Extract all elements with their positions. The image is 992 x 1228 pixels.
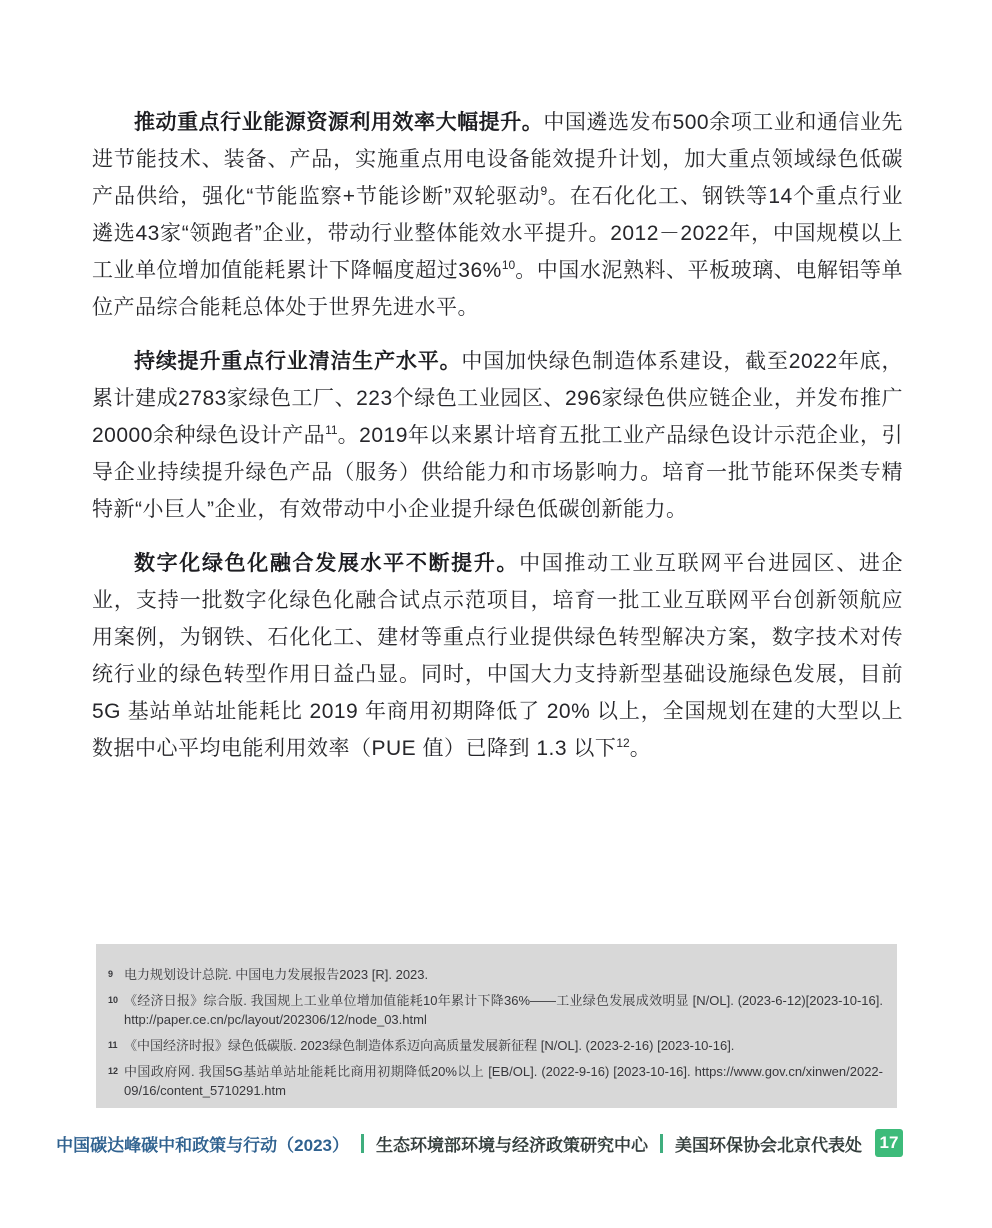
footnote-marker: 9 xyxy=(108,969,114,979)
body-paragraph xyxy=(92,104,903,326)
text-segment: 中国推动工业互联网平台进园区、进企业，支持一批数字化绿色化融合试点示范项目，培育一批工业互联网平台创新领航应用案例，为钢铁、石化化工、建材等重点行业提供绿色转型解决方案，数字技术对传统行业的绿色转型作用日益凸显。同时，中国大力支持新型基础设施绿色发展，目前 5G 基站单站址能耗比 2019 年商用初期降低了 20% 以上，全国规划在建的大型以上数据中心平均电能利用效率（PUE 值）已降到 1.3 以下 xyxy=(92,552,904,760)
footnote-marker: 11 xyxy=(108,1040,118,1050)
text-segment: 。中国水泥熟料、平板玻璃、电解铝等单位产品综合能耗总体处于世界先进水平。 xyxy=(92,259,903,319)
footnote-reference: 11 xyxy=(325,423,338,437)
text-segment: 数字化绿色化融合发展水平不断提升。 xyxy=(134,552,520,575)
page-number-badge: 17 xyxy=(875,1129,903,1157)
text-segment: 。 xyxy=(629,737,652,760)
footer-org-edf-beijing: 美国环保协会北京代表处 xyxy=(675,1135,862,1155)
footnote-reference: 9 xyxy=(540,184,548,198)
footnotes-box xyxy=(96,944,897,1108)
text-segment: 中国遴选发布500余项工业和通信业先进节能技术、装备、产品，实施重点用电设备能效提升计划，加大重点领域绿色低碳产品供给，强化“节能监察+节能诊断”双轮驱动 xyxy=(92,111,903,208)
body-paragraph xyxy=(92,545,903,767)
footnote-marker: 12 xyxy=(108,1066,119,1076)
footnote-text: 电力规划设计总院. 中国电力发展报告2023 [R]. 2023. xyxy=(124,967,429,982)
footnote-list xyxy=(108,965,883,1100)
page-footer xyxy=(56,1127,903,1159)
footnote-item xyxy=(108,991,883,1029)
footer-org-policy-center: 生态环境部环境与经济政策研究中心 xyxy=(376,1135,648,1155)
text-segment: 中国加快绿色制造体系建设，截至2022年底，累计建成2783家绿色工厂、223个绿色工业园区、296家绿色供应链企业，并发布推广20000余种绿色设计产品 xyxy=(92,350,904,447)
footnote-marker: 10 xyxy=(108,995,119,1005)
footer-document-title: 中国碳达峰碳中和政策与行动（2023） xyxy=(56,1135,349,1155)
footer-divider xyxy=(361,1134,364,1153)
text-segment: 。2019年以来累计培育五批工业产品绿色设计示范企业，引导企业持续提升绿色产品（服务）供给能力和市场影响力。培育一批节能环保类专精特新“小巨人”企业，有效带动中小企业提升绿色低碳创新能力。 xyxy=(92,424,903,521)
footnote-reference: 12 xyxy=(616,736,630,750)
footnote-text: 《经济日报》综合版. 我国规上工业单位增加值能耗10年累计下降36%——工业绿色发展成效明显 [N/OL]. (2023-6-12)[2023-10-16]. http://paper.ce.cn/pc/layout/202306/12/node_03.html xyxy=(124,993,883,1027)
footnote-item xyxy=(108,1062,883,1100)
text-segment: 。在石化化工、钢铁等14个重点行业遴选43家“领跑者”企业，带动行业整体能效水平提升。2012－2022年，中国规模以上工业单位增加值能耗累计下降幅度超过36% xyxy=(92,185,904,282)
footnote-item xyxy=(108,965,883,984)
footnote-text: 《中国经济时报》绿色低碳版. 2023绿色制造体系迈向高质量发展新征程 [N/OL]. (2023-2-16) [2023-10-16]. xyxy=(124,1038,735,1053)
body-paragraph xyxy=(92,343,903,528)
footnote-reference: 10 xyxy=(501,258,516,272)
footnote-item xyxy=(108,1036,883,1055)
text-segment: 推动重点行业能源资源利用效率大幅提升。 xyxy=(134,111,544,134)
text-segment: 持续提升重点行业清洁生产水平。 xyxy=(134,350,462,373)
footer-divider xyxy=(660,1134,663,1153)
body-text xyxy=(92,104,903,784)
footnote-text: 中国政府网. 我国5G基站单站址能耗比商用初期降低20%以上 [EB/OL]. (2022-9-16) [2023-10-16]. https://www.gov.cn/xinwen/2022-09/16/content_5710291.htm xyxy=(124,1064,883,1098)
